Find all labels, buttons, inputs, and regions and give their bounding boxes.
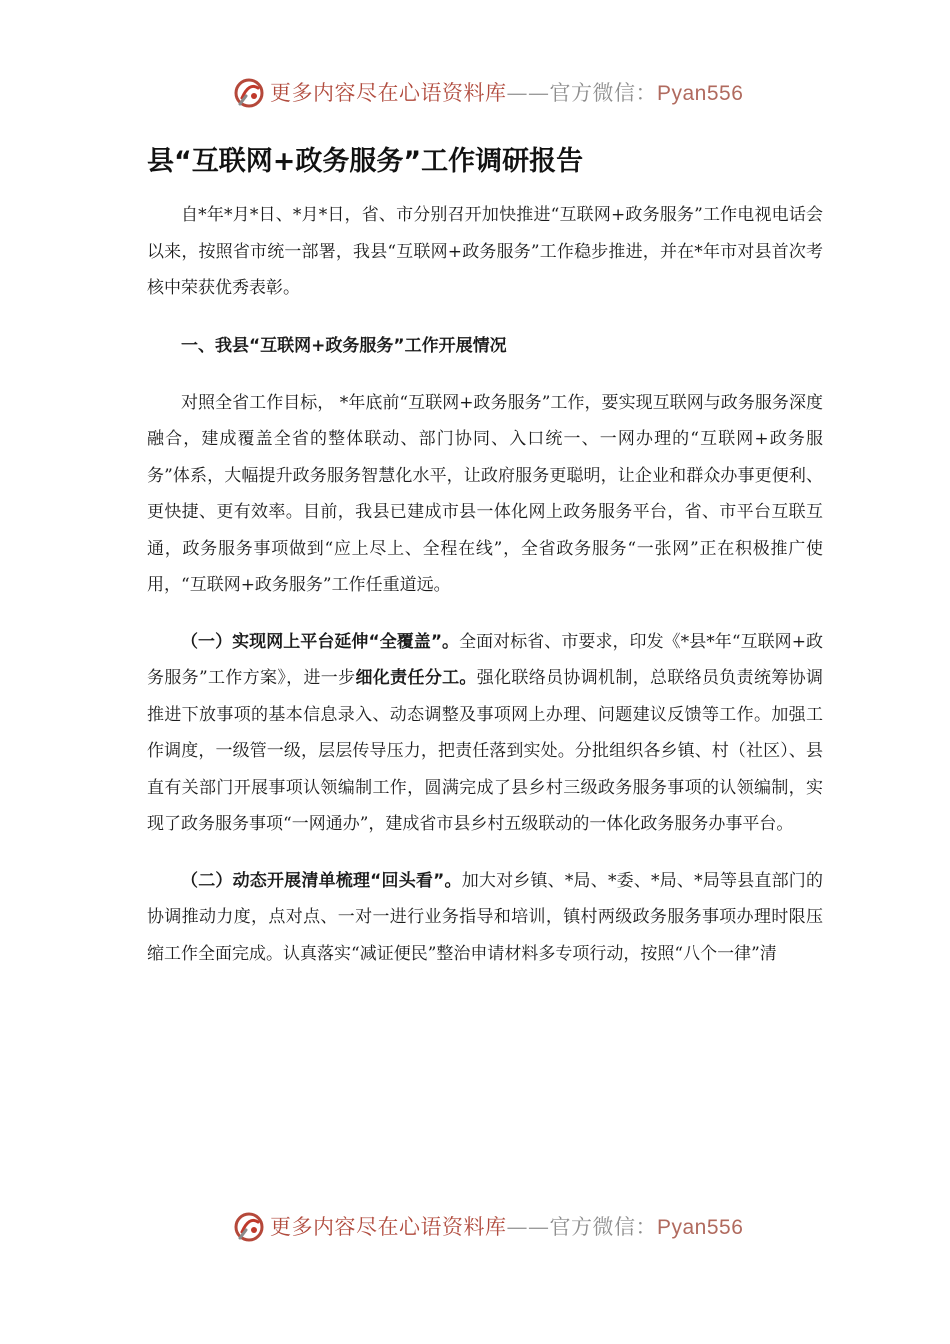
banner-text (270, 1212, 743, 1243)
item-2-text: 加大对乡镇、*局、*委、*局、*局等县直部门的协调推动力度，点对点、一对一进行业务指导和培训，镇村两级政务服务事项办理时限压缩工作全面完成。认真落实“减证便民”整治申请材料多专项行动，按照“八个一律”清 (147, 870, 823, 964)
item-1-text-b: 强化联络员协调机制，总联络员负责统筹协调推进下放事项的基本信息录入、动态调整及事项网上办理、问题建议反馈等工作。加强工作调度，一级管一级，层层传导压力，把责任落到实处。分批组织各乡镇、村（社区）、县直有关部门开展事项认领编制工作，圆满完成了县乡村三级政务服务事项的认领编制，实现了政务服务事项“一网通办”，建成省市县乡村五级联动的一体化政务服务办事平台。 (147, 668, 823, 834)
section-1-heading: 一、我县“互联网+政务服务”工作开展情况 (181, 335, 507, 356)
banner-wechat-id: Pyan556 (657, 82, 744, 105)
item-1-emphasis: 细化责任分工。 (355, 668, 477, 688)
banner-wechat-label: 官方微信： (549, 81, 657, 105)
header-banner (0, 72, 950, 116)
item-2-paragraph (147, 863, 823, 973)
item-2-lead: （二）动态开展清单梳理“回头看”。 (181, 870, 462, 891)
banner-wechat-id: Pyan556 (657, 1216, 744, 1239)
document-body (147, 142, 823, 972)
item-1-lead: （一）实现网上平台延伸“全覆盖”。 (181, 631, 460, 652)
banner-separator: —— (506, 1215, 550, 1239)
banner-wechat-label: 官方微信： (549, 1215, 657, 1239)
brand-logo-icon (232, 1210, 266, 1244)
document-title: 县“互联网+政务服务”工作调研报告 (147, 146, 584, 177)
section-1-paragraph: 对照全省工作目标， *年底前“互联网+政务服务”工作，要实现互联网与政务服务深度融合，建成覆盖全省的整体联动、部门协同、入口统一、一网办理的“互联网+政务服务”体系，大幅提升政务服务智慧化水平，让政府服务更聪明，让企业和群众办事更便利、更快捷、更有效率。目前，我县已建成市县一体化网上政务服务平台，省、市平台互联互通，政务服务事项做到“应上尽上、全程在线”，全省政务服务“一张网”正在积极推广使用，“互联网+政务服务”工作任重道远。 (147, 392, 823, 595)
banner-separator: —— (506, 81, 550, 105)
banner-brand: 更多内容尽在心语资料库 (270, 1215, 507, 1239)
item-1-text-a: 全面对标省、市要求，印发《*县*年“互联网+政务服务”工作方案》，进一步 (147, 631, 823, 688)
brand-logo-icon (232, 76, 266, 110)
banner-text (270, 78, 743, 109)
item-1-paragraph (147, 624, 823, 843)
intro-paragraph: 自*年*月*日、*月*日，省、市分别召开加快推进“互联网+政务服务”工作电视电话会以来，按照省市统一部署，我县“互联网+政务服务”工作稳步推进，并在*年市对县首次考核中荣获优秀表彰。 (147, 205, 823, 298)
banner-brand: 更多内容尽在心语资料库 (270, 81, 507, 105)
footer-banner (0, 1206, 950, 1250)
